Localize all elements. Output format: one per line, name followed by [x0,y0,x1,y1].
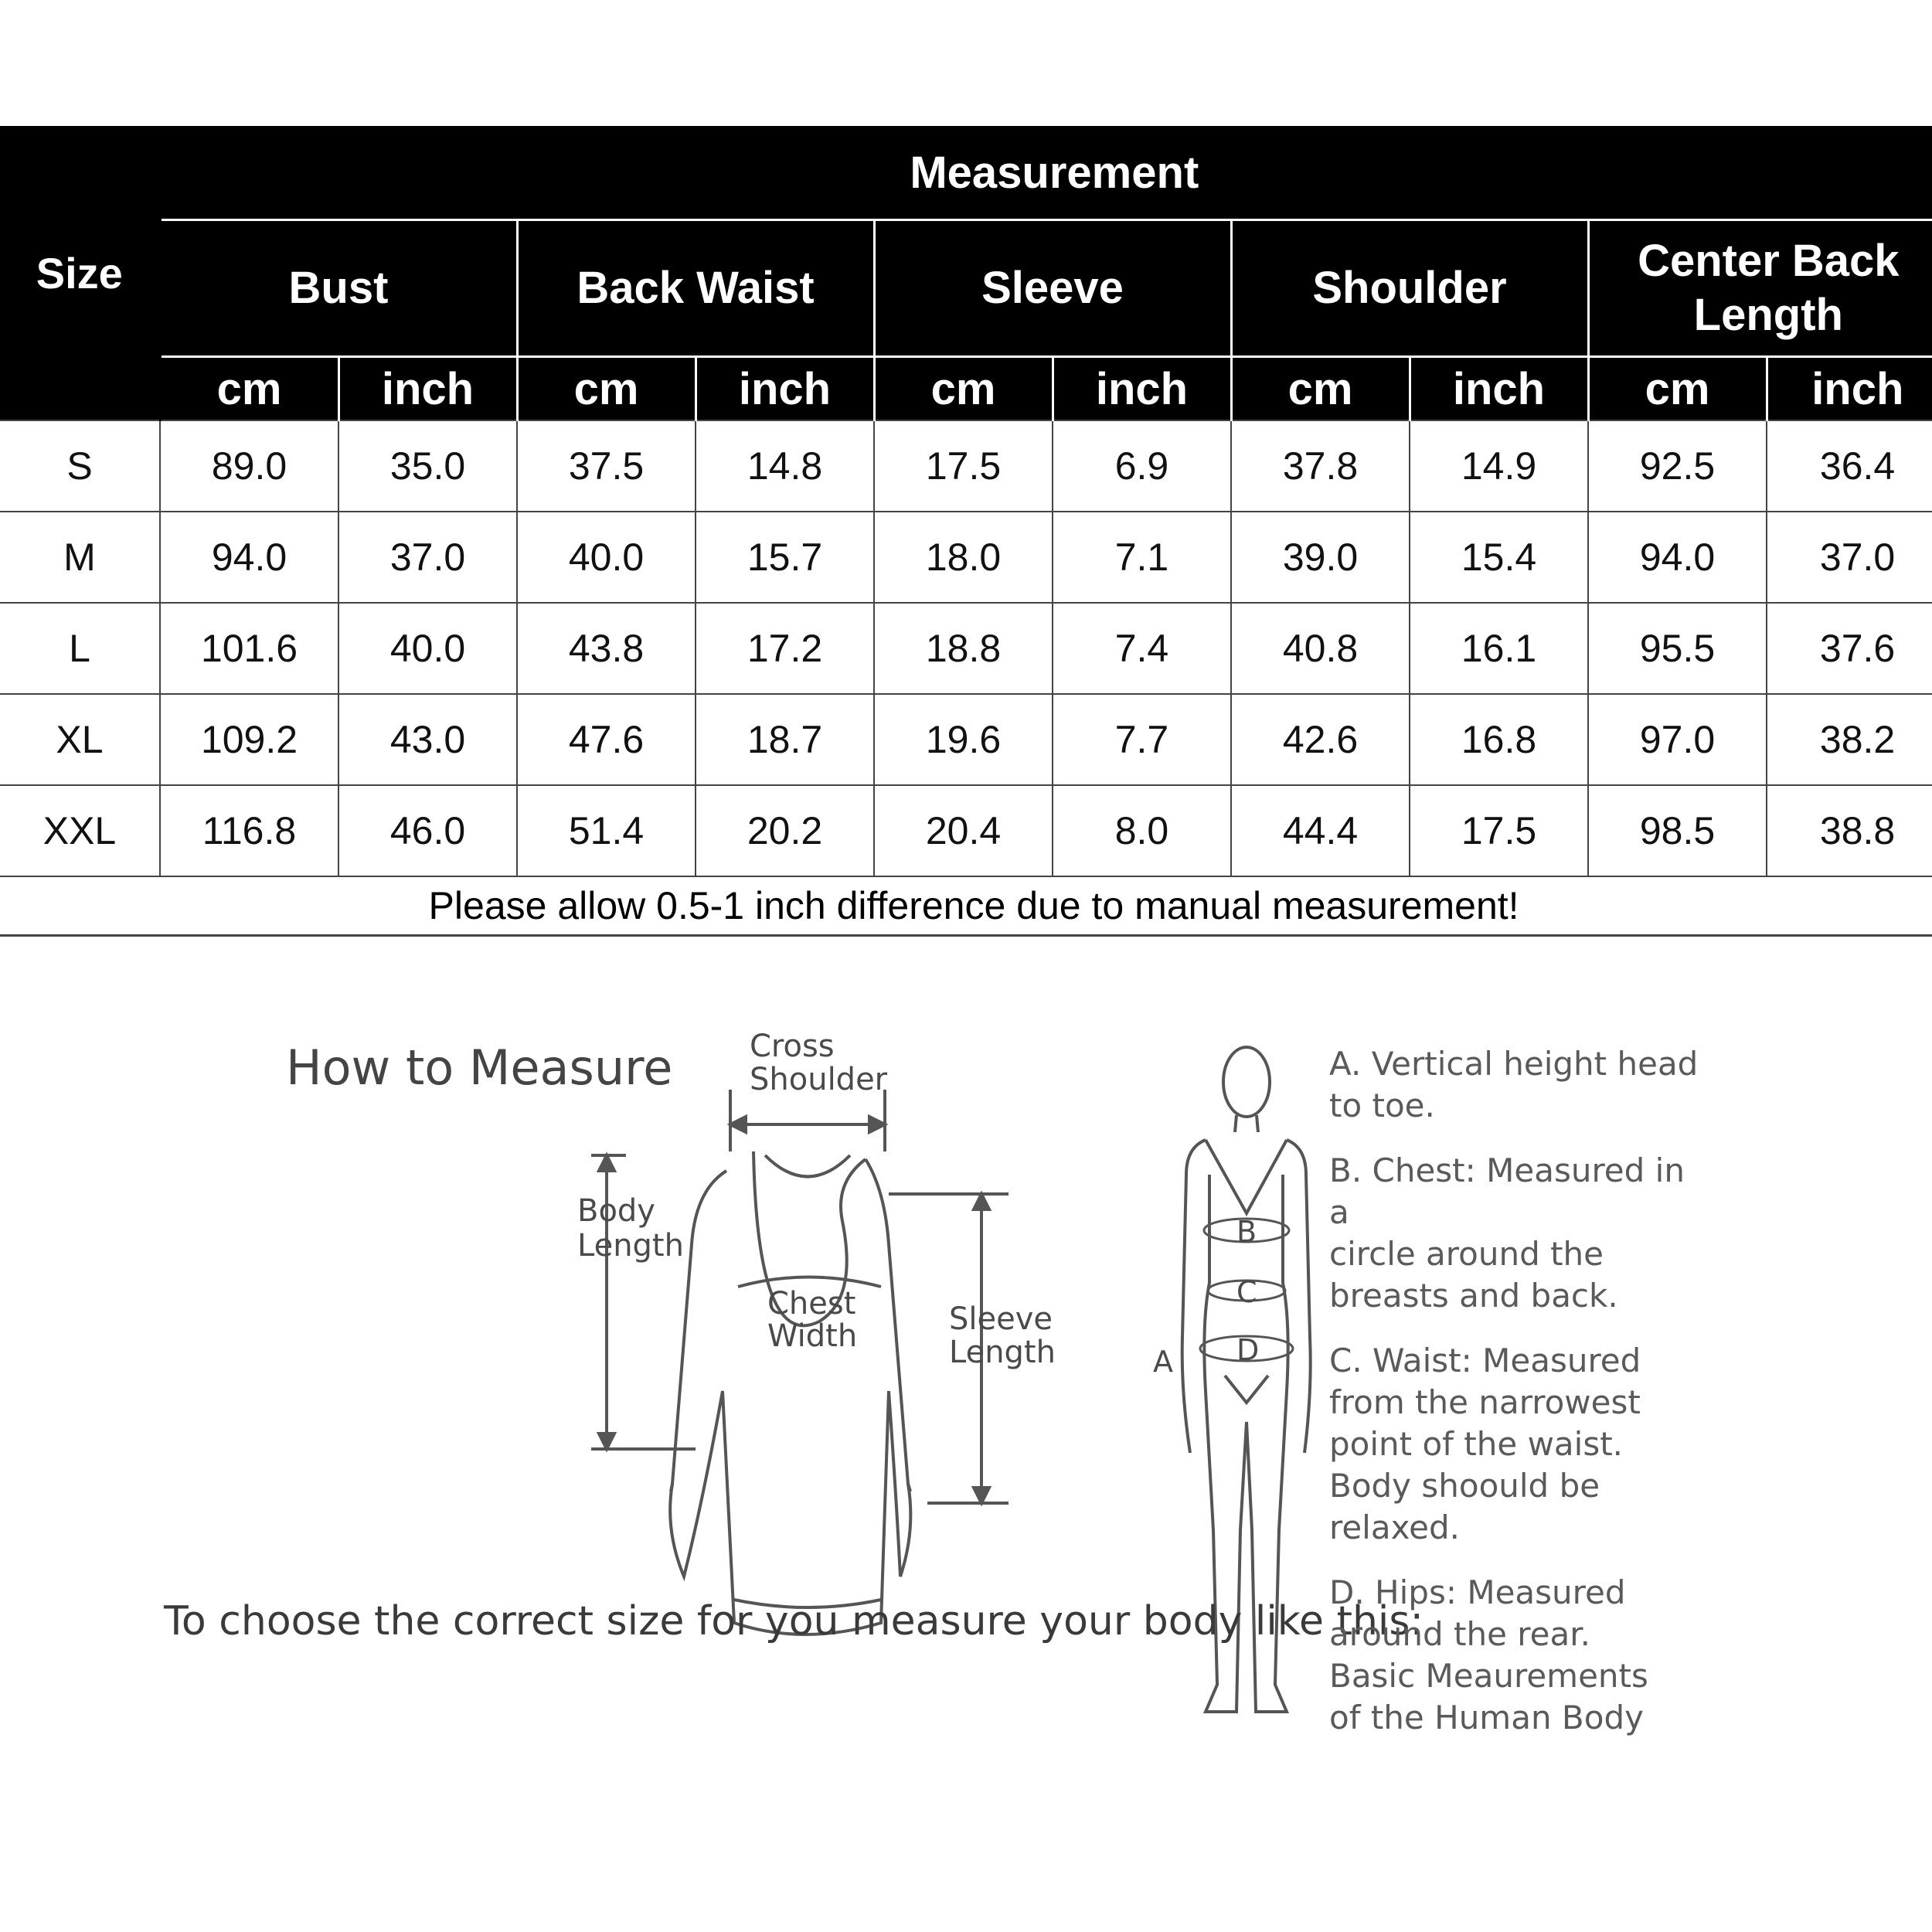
unit-header: cm [160,357,338,421]
value-cell: 109.2 [160,694,338,785]
column-group-header: Bust [160,220,517,357]
value-cell: 16.1 [1410,603,1588,694]
shirt-diagram [670,1151,910,1634]
chest-width-label-2: Width [767,1318,858,1354]
value-cell: 20.4 [874,785,1053,876]
cross-shoulder-label-2: Shoulder [750,1062,888,1097]
size-cell: S [0,420,160,512]
value-cell: 40.8 [1231,603,1410,694]
measurement-header: Measurement [160,126,1932,220]
unit-header: inch [1767,357,1932,421]
tolerance-note: Please allow 0.5-1 inch difference due to manual measurement! [0,876,1932,936]
unit-header: cm [1231,357,1410,421]
value-cell: 44.4 [1231,785,1410,876]
legend-item-b: B. Chest: Measured in a circle around the breasts and back. [1329,1151,1685,1315]
value-cell: 17.2 [696,603,874,694]
figure-label-a: A [1153,1345,1173,1379]
value-cell: 40.0 [338,603,517,694]
figure-label-c: C [1236,1275,1257,1309]
table-row [0,512,1932,603]
value-cell: 7.4 [1053,603,1231,694]
column-group-header: Shoulder [1231,220,1588,357]
value-cell: 8.0 [1053,785,1231,876]
value-cell: 101.6 [160,603,338,694]
legend-item-c: C. Waist: Measured from the narrowest point of the waist. Body shoould be relaxed. [1329,1342,1641,1546]
chest-width-label-1: Chest [767,1286,856,1321]
value-cell: 19.6 [874,694,1053,785]
unit-header: inch [1053,357,1231,421]
size-header: Size [0,126,160,420]
unit-header: inch [696,357,874,421]
value-cell: 15.7 [696,512,874,603]
value-cell: 38.8 [1767,785,1932,876]
figure-label-b: B [1236,1215,1257,1249]
body-length-label-2: Length [577,1228,684,1264]
value-cell: 94.0 [160,512,338,603]
value-cell: 38.2 [1767,694,1932,785]
table-row [0,785,1932,876]
value-cell: 6.9 [1053,420,1231,512]
value-cell: 14.9 [1410,420,1588,512]
unit-header: inch [1410,357,1588,421]
value-cell: 37.0 [1767,512,1932,603]
size-table [0,126,1932,937]
value-cell: 43.0 [338,694,517,785]
value-cell: 42.6 [1231,694,1410,785]
how-to-measure-title: How to Measure [286,1039,673,1096]
column-group-header: Back Waist [517,220,874,357]
size-cell: M [0,512,160,603]
body-length-label-1: Body [577,1193,655,1229]
column-group-header: Center Back Length [1588,220,1932,357]
sleeve-length-label-1: Sleeve [949,1301,1053,1337]
value-cell: 15.4 [1410,512,1588,603]
value-cell: 35.0 [338,420,517,512]
legend-item-d: D. Hips: Measured around the rear. Basic Meaurements of the Human Body [1329,1573,1648,1736]
value-cell: 116.8 [160,785,338,876]
unit-header: cm [874,357,1053,421]
value-cell: 17.5 [874,420,1053,512]
figure-label-d: D [1236,1333,1260,1367]
table-row [0,420,1932,512]
value-cell: 95.5 [1588,603,1767,694]
unit-header: cm [1588,357,1767,421]
size-chart [0,126,1932,937]
value-cell: 18.0 [874,512,1053,603]
value-cell: 18.7 [696,694,874,785]
value-cell: 20.2 [696,785,874,876]
unit-header: inch [338,357,517,421]
cross-shoulder-arrow [730,1090,885,1151]
value-cell: 97.0 [1588,694,1767,785]
value-cell: 40.0 [517,512,696,603]
value-cell: 14.8 [696,420,874,512]
value-cell: 37.0 [338,512,517,603]
size-cell: XXL [0,785,160,876]
table-row [0,603,1932,694]
value-cell: 7.1 [1053,512,1231,603]
value-cell: 92.5 [1588,420,1767,512]
value-cell: 17.5 [1410,785,1588,876]
size-cell: XL [0,694,160,785]
cross-shoulder-label-1: Cross [750,1029,835,1064]
size-cell: L [0,603,160,694]
table-row [0,694,1932,785]
column-group-header: Sleeve [874,220,1231,357]
value-cell: 51.4 [517,785,696,876]
value-cell: 94.0 [1588,512,1767,603]
value-cell: 39.0 [1231,512,1410,603]
legend-item-a: A. Vertical height head to toe. [1329,1045,1699,1124]
value-cell: 43.8 [517,603,696,694]
unit-header: cm [517,357,696,421]
value-cell: 16.8 [1410,694,1588,785]
measure-instruction: To choose the correct size for you measure your body like this: [164,1598,1423,1645]
sleeve-length-label-2: Length [949,1335,1056,1370]
value-cell: 37.6 [1767,603,1932,694]
value-cell: 98.5 [1588,785,1767,876]
value-cell: 18.8 [874,603,1053,694]
value-cell: 7.7 [1053,694,1231,785]
value-cell: 89.0 [160,420,338,512]
value-cell: 36.4 [1767,420,1932,512]
value-cell: 47.6 [517,694,696,785]
measurement-legend [1329,1043,1700,1762]
value-cell: 37.8 [1231,420,1410,512]
value-cell: 37.5 [517,420,696,512]
value-cell: 46.0 [338,785,517,876]
